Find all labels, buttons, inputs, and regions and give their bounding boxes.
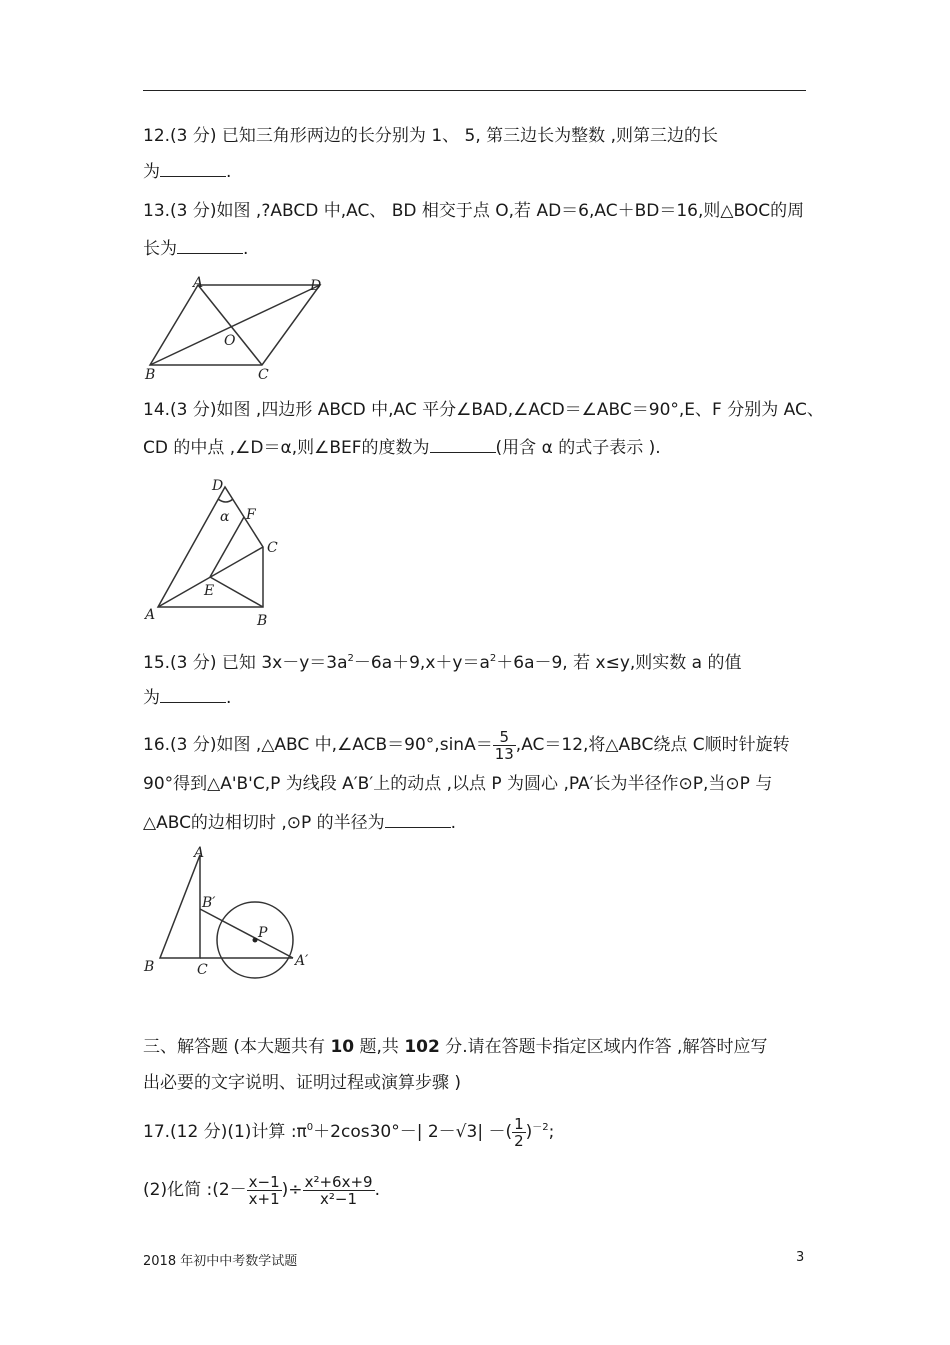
diagonal-ac (198, 285, 262, 365)
q15-line2 (143, 686, 231, 710)
q15-exp2: 2 (489, 653, 497, 664)
q17-p1-c: ) (525, 1122, 533, 1142)
fraction-numerator: x−1 (248, 1172, 280, 1191)
segment-eb (210, 577, 263, 607)
answer-blank (160, 688, 226, 703)
section3-c: 题,共 (354, 1037, 405, 1057)
fraction-denominator: 13 (494, 744, 514, 763)
section3-points: 102 (404, 1037, 440, 1057)
fraction-quadratic (303, 1174, 375, 1207)
section3-count: 10 (330, 1037, 355, 1057)
fraction-1-2 (512, 1116, 526, 1149)
q13-prefix: 长为 (143, 239, 177, 259)
q15-part1: 15.(3 分) 已知 3x－y＝3a (143, 653, 348, 673)
label-b: B (257, 613, 268, 629)
q16-prefix: △ABC的边相切时 ,⊙P 的半径为 (143, 813, 385, 833)
header-rule (143, 90, 806, 91)
page-number: 3 (796, 1250, 805, 1265)
label-f: F (246, 507, 256, 523)
section3-line1 (143, 1035, 767, 1059)
label-alpha: α (220, 509, 230, 525)
q13-line1: 13.(3 分)如图 ,?ABCD 中,AC、 BD 相交于点 O,若 AD＝6,AC＋BD＝16,则△BOC的周 (143, 201, 805, 221)
fraction-denominator: x+1 (248, 1189, 280, 1208)
label-a: A (193, 275, 204, 291)
q17-p1-a: 17.(12 分)(1)计算 :π (143, 1122, 307, 1142)
label-b: B (145, 367, 156, 383)
q16-suffix: . (450, 813, 457, 833)
q12-prefix: 为 (143, 162, 160, 182)
fraction-x-minus-1-over-x-plus-1 (247, 1174, 282, 1207)
q16-line3 (143, 811, 456, 835)
fraction-denominator: x²−1 (320, 1189, 358, 1208)
q17-p1-b: ＋2cos30°－| 2－√3| －( (313, 1122, 513, 1142)
parallelogram-figure (140, 275, 340, 385)
quadrilateral-figure (140, 475, 310, 635)
q17-part2 (143, 1170, 380, 1210)
q12-line1: 12.(3 分) 已知三角形两边的长分别为 1、 5, 第三边长为整数 ,则第三边的长 (143, 126, 718, 146)
q15-line1 (143, 647, 742, 675)
answer-blank (177, 239, 243, 254)
fraction-5-13 (493, 729, 516, 762)
q17-p2-c: . (374, 1180, 380, 1200)
q17-p2-b: )÷ (281, 1180, 303, 1200)
q14-suffix: (用含 α 的式子表示 ). (495, 438, 661, 458)
label-c: C (267, 540, 278, 556)
q17-p1-d: ; (548, 1122, 555, 1142)
section3-e: 分.请在答题卡指定区域内作答 ,解答时应写 (439, 1037, 768, 1057)
q17-exp-0: 0 (306, 1122, 314, 1133)
label-c: C (258, 367, 269, 383)
label-p: P (258, 925, 268, 941)
q17-exp-neg2: －2 (532, 1122, 549, 1133)
q16-part2: ,AC＝12,将△ABC绕点 C顺时针旋转 (515, 735, 790, 755)
q15-exp1: 2 (347, 653, 354, 664)
q13-suffix: . (243, 239, 249, 259)
point-p (253, 938, 258, 943)
q14-prefix: CD 的中点 ,∠D＝α,则∠BEF的度数为 (143, 438, 430, 458)
fraction-numerator: 1 (514, 1114, 524, 1133)
diagonal-bd (150, 285, 320, 365)
segment-bprime-aprime (200, 909, 293, 958)
label-d: D (212, 478, 224, 494)
answer-blank (430, 438, 496, 453)
answer-blank (160, 162, 226, 177)
section3-a: 三、解答题 (本大题共有 (143, 1037, 331, 1057)
label-e: E (204, 583, 215, 599)
section3-line2: 出必要的文字说明、证明过程或演算步骤 ) (143, 1073, 462, 1093)
fraction-numerator: 5 (493, 729, 516, 746)
fraction-numerator: x²+6x+9 (304, 1172, 373, 1191)
q12-suffix: . (226, 162, 232, 182)
label-d: D (310, 278, 322, 294)
q12-line2 (143, 160, 231, 184)
q17-p2-a: (2)化简 :(2－ (143, 1180, 247, 1200)
footer-title: 2018 年初中中考数学试题 (143, 1254, 298, 1269)
label-c: C (197, 962, 208, 978)
label-aprime: A′ (295, 953, 309, 969)
label-a: A (194, 845, 205, 861)
label-o: O (224, 333, 236, 349)
q16-line1 (143, 728, 790, 762)
label-bprime: B′ (202, 895, 216, 911)
label-a: A (145, 607, 156, 623)
fraction-denominator: 2 (514, 1131, 524, 1150)
q14-line1: 14.(3 分)如图 ,四边形 ABCD 中,AC 平分∠BAD,∠ACD＝∠ABC＝90°,E、F 分别为 AC、 (143, 400, 824, 420)
q16-line2: 90°得到△A'B'C,P 为线段 A′B′上的动点 ,以点 P 为圆心 ,PA′长为半径作⊙P,当⊙P 与 (143, 774, 773, 794)
answer-blank (385, 813, 451, 828)
q15-suffix: . (226, 688, 232, 708)
q14-line2 (143, 436, 661, 460)
q15-prefix: 为 (143, 688, 160, 708)
q15-part3: ＋6a－9, 若 x≤y,则实数 a 的值 (496, 653, 742, 673)
q15-part2: －6a＋9,x＋y＝a (353, 653, 490, 673)
q13-line2 (143, 237, 248, 261)
triangle-abc (160, 855, 200, 958)
q17-part1 (143, 1110, 554, 1150)
label-b: B (144, 959, 155, 975)
angle-alpha-arc (218, 499, 233, 502)
rotation-figure (140, 845, 330, 985)
q16-part1: 16.(3 分)如图 ,△ABC 中,∠ACB＝90°,sinA＝ (143, 735, 493, 755)
